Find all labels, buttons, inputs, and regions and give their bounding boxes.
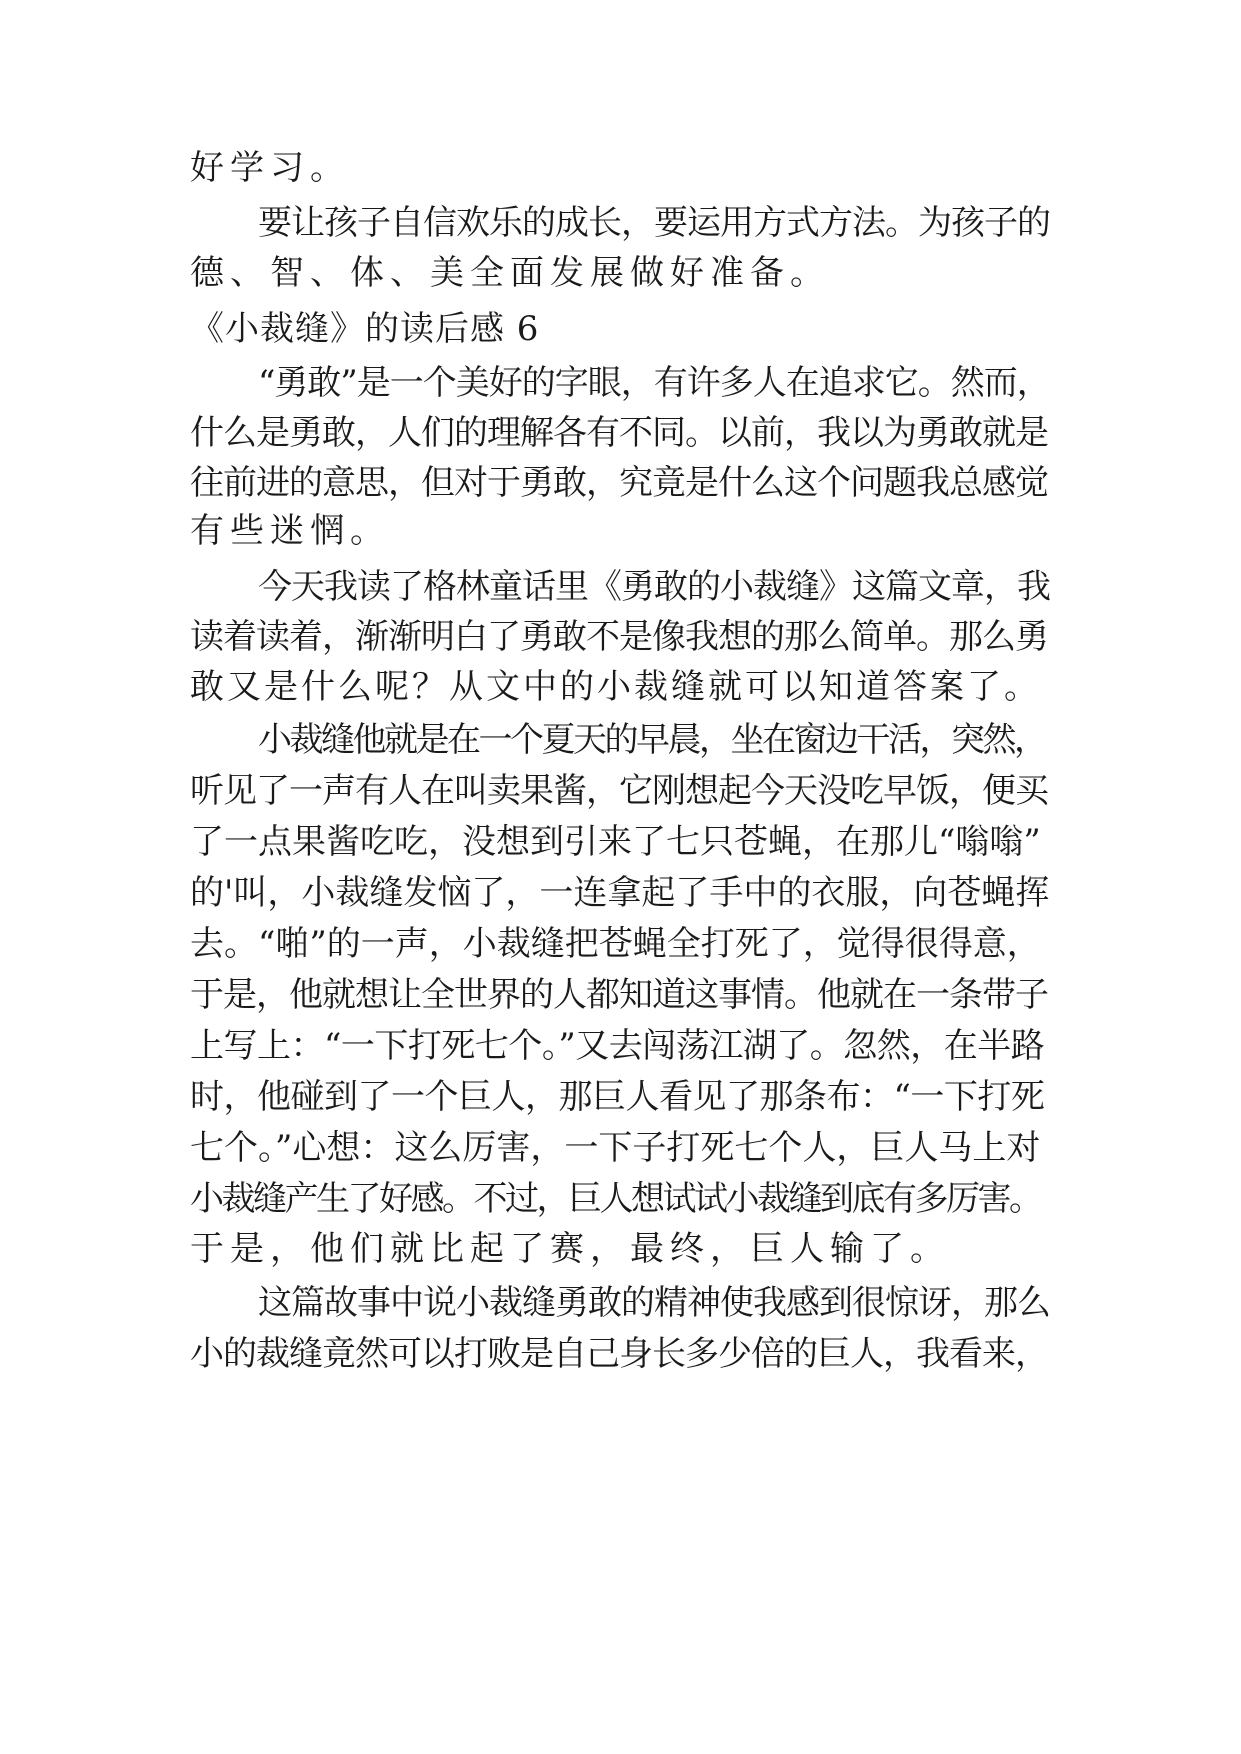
text-line: 去。“啪”的一声，小裁缝把苍蝇全打死了，觉得很得意， bbox=[190, 924, 1041, 964]
text-line: 有些迷惘。 bbox=[190, 511, 390, 551]
text-line: 今天我读了格林童话里《勇敢的小裁缝》这篇文章，我 bbox=[258, 567, 1050, 607]
text-line: 什么是勇敢，人们的理解各有不同。以前，我以为勇敢就是 bbox=[190, 413, 1048, 453]
text-line: 读着读着，渐渐明白了勇敢不是像我想的那么简单。那么勇 bbox=[190, 617, 1048, 657]
section-heading: 《小裁缝》的读后感 6 bbox=[190, 309, 540, 349]
text-line: 敢又是什么呢？从文中的小裁缝就可以知道答案了。 bbox=[190, 667, 1041, 707]
text-line: 于是，他们就比起了赛，最终，巨人输了。 bbox=[190, 1229, 950, 1269]
text-line: 小的裁缝竟然可以打败是自己身长多少倍的巨人，我看来， bbox=[190, 1334, 1048, 1374]
text-line: 小裁缝产生了好感。不过，巨人想试试小裁缝到底有多厉害。 bbox=[190, 1179, 1041, 1219]
text-line: 时，他碰到了一个巨人，那巨人看见了那条布：“一下打死 bbox=[190, 1077, 1045, 1117]
text-line: 于是，他就想让全世界的人都知道这事情。他就在一条带子 bbox=[190, 975, 1048, 1015]
text-line: 七个。”心想：这么厉害，一下子打死七个人，巨人马上对 bbox=[190, 1128, 1041, 1168]
text-line: 上写上：“一下打死七个。”又去闯荡江湖了。忽然，在半路 bbox=[190, 1026, 1045, 1066]
text-line: 小裁缝他就是在一个夏天的早晨，坐在窗边干活，突然， bbox=[258, 720, 1046, 760]
text-line: 德、智、体、美全面发展做好准备。 bbox=[190, 253, 830, 293]
text-line: 往前进的意思，但对于勇敢，究竟是什么这个问题我总感觉 bbox=[190, 463, 1048, 503]
text-line: 这篇故事中说小裁缝勇敢的精神使我感到很惊讶，那么 bbox=[258, 1283, 1050, 1323]
text-line: “勇敢”是一个美好的字眼，有许多人在追求它。然而， bbox=[258, 363, 1050, 403]
text-line: 好学习。 bbox=[190, 148, 350, 188]
text-line: 的'叫，小裁缝发恼了，一连拿起了手中的衣服，向苍蝇挥 bbox=[190, 873, 1050, 913]
text-line: 要让孩子自信欢乐的成长，要运用方式方法。为孩子的 bbox=[258, 203, 1050, 243]
text-line: 了一点果酱吃吃，没想到引来了七只苍蝇，在那儿“嗡嗡” bbox=[190, 822, 1041, 862]
text-line: 听见了一声有人在叫卖果酱，它刚想起今天没吃早饭，便买 bbox=[190, 771, 1048, 811]
